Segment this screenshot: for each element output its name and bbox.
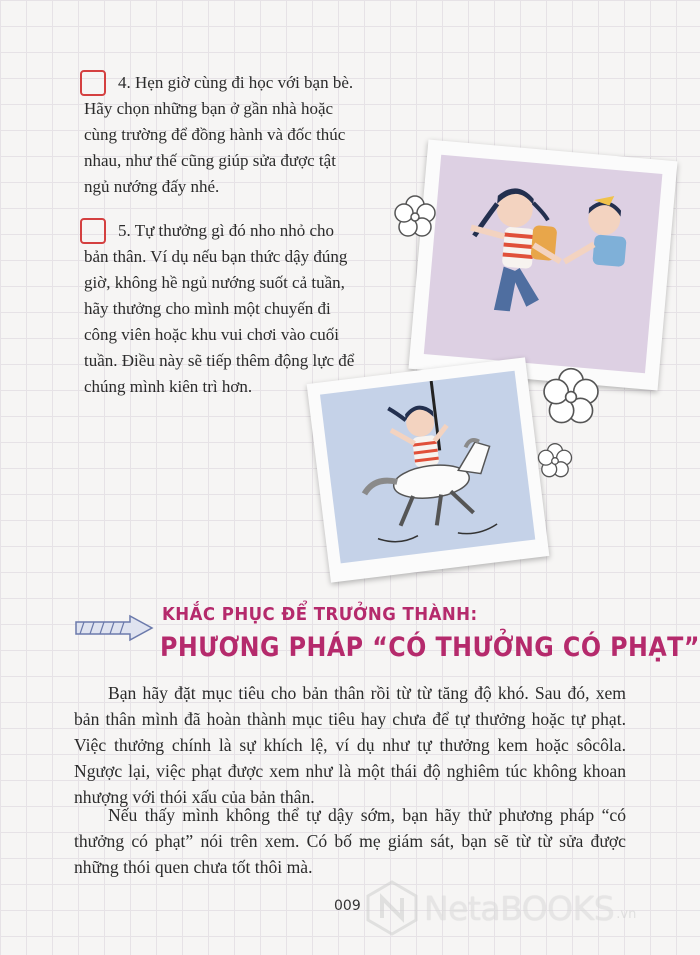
photo-kids-running [408, 140, 677, 391]
netabooks-logo-icon [366, 880, 418, 936]
watermark-suffix: .vn [616, 907, 637, 922]
watermark-brand: NetaBOOKS [424, 888, 615, 928]
paragraph-2: Nếu thấy mình không thể tự dậy sớm, bạn hãy thử phương pháp “có thưởng có phạt” nói trên xem. Có bố mẹ giám sát, bạn sẽ từ từ sửa được những thói quen chưa tốt thôi mà. [74, 805, 626, 877]
arrow-icon [74, 614, 154, 642]
checklist-item-4: 4. Hẹn giờ cùng đi học với bạn bè. Hãy chọn những bạn ở gần nhà hoặc cùng trường để đồng hành và đốc thúc nhau, như thế cũng giúp sửa được tật ngủ nướng đấy nhé. [84, 73, 354, 196]
checklist-item-5: 5. Tự thưởng gì đó nho nhỏ cho bản thân. Ví dụ nếu bạn thức dậy đúng giờ, không hề ngủ nướng suốt cả tuần, hãy thưởng cho mình một chuyến đi công viên hoặc khu vui chơi vào cuối tuần. Điều này sẽ tiếp thêm động lực để chúng mình kiên trì hơn. [84, 221, 355, 396]
page-number: 009 [334, 898, 361, 914]
flower-icon [392, 194, 438, 240]
illustration-carousel-girl [320, 371, 535, 564]
flower-icon [540, 366, 602, 428]
flower-icon [536, 442, 574, 480]
section-title: PHƯƠNG PHÁP “CÓ THƯỞNG CÓ PHẠT” [160, 632, 700, 663]
photo-carousel-horse [307, 357, 550, 582]
section-subtitle: KHẮC PHỤC ĐỂ TRƯỞNG THÀNH: [162, 604, 478, 625]
illustration-running-kids [424, 155, 663, 374]
watermark [366, 880, 636, 936]
paragraph-1: Bạn hãy đặt mục tiêu cho bản thân rồi từ từ tăng độ khó. Sau đó, xem bản thân mình đã hoàn thành mục tiêu hay chưa để tự thưởng hoặc tự phạt. Việc thưởng chính là sự khích lệ, ví dụ như tự thưởng kem hoặc sôcôla. Ngược lại, việc phạt được xem như là một thái độ nghiêm túc không khoan nhượng với thói xấu của bản thân. [74, 683, 626, 807]
